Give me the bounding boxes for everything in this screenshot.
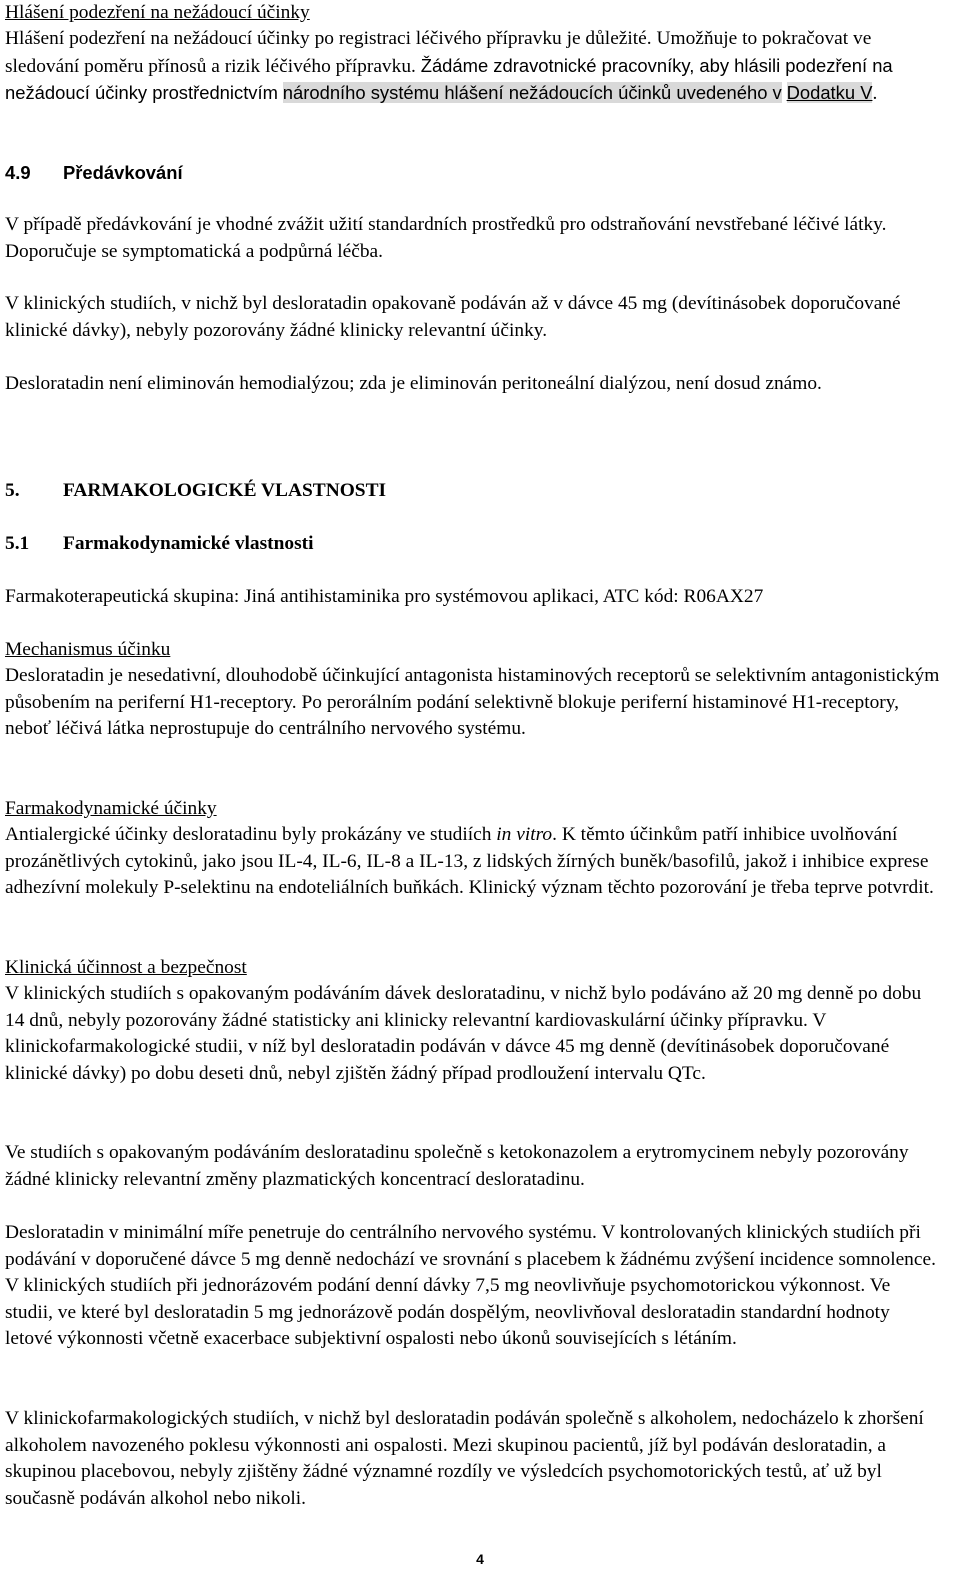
mechanism-heading: Mechanismus účinku [5, 639, 171, 660]
efficacy-paragraph-1: V klinických studiích s opakovaným podáváním dávek desloratadinu, v nichž bylo podáváno až 20 mg denně po dobu 14 dnů, nebyly pozorovány žádné statisticky ani klinicky relevantní kardiovaskulární účinky přípravku. V klinickofarmakologické studii, v níž byl desloratadin podáván v dávce 45 mg denně (devítinásobek doporučované klinické dávky) po dobu deseti dnů, nebyl zjištěn žádný případ prodloužení intervalu QTc. [5, 983, 922, 1084]
atc-classification: Farmakoterapeutická skupina: Jiná antihistaminika pro systémovou aplikaci, ATC kód: R06AX27 [5, 586, 764, 607]
overdose-paragraph-3: Desloratadin není eliminován hemodialýzou; zda je eliminován peritoneální dialýzou, není dosud známo. [5, 373, 822, 394]
section-5-1-heading: 5.1 Farmakodynamické vlastnosti [5, 533, 314, 554]
page-number: 4 [476, 1551, 484, 1567]
report-body: Hlášení podezření na nežádoucí účinky po registraci léčivého přípravku je důležité. Umožňuje to pokračovat ve sledování poměru přínosů a rizik léčivého přípravku. Žádáme zdravotnické pracovníky, aby hlásili podezření na nežádoucí účinky prostřednictvím národního systému hlášení nežádoucích účinků uvedeného v Dodatku V. [5, 28, 893, 104]
report-text-a: Hlášení podezření na nežádoucí účinky po registraci léčivého přípravku je důležité. Umožňuje to pokračovat ve sledování poměru přínosů a rizik léčivého přípravku. [5, 28, 872, 77]
pharmacodynamic-text: Antialergické účinky desloratadinu byly prokázány ve studiích in vitro. K těmto účinkům patří inhibice uvolňování prozánětlivých cytokinů, jako jsou IL-4, IL-6, IL-8 a IL-13, z lidských žírných buněk/basofilů, jakož i inhibice exprese adhezívní molekuly P-selektinu na endoteliálních buňkách. Klinický význam těchto pozorování je třeba teprve potvrdit. [5, 824, 934, 898]
efficacy-paragraph-3: Desloratadin v minimální míře penetruje do centrálního nervového systému. V kontrolovaných klinických studiích při podávání v doporučené dávce 5 mg denně nedochází ve srovnání s placebem k žádnému zvýšení incidence somnolence. V klinických studiích při jednorázovém podání denní dávky 7,5 mg neovlivňuje psychomotorickou výkonnost. Ve studii, ve které byl desloratadin 5 mg jednorázově podán dospělým, neovlivňoval desloratadin standardní hodnoty letové výkonnosti včetně exacerbace subjektivní ospalosti nebo úkonů souvisejících s létáním. [5, 1222, 936, 1349]
efficacy-paragraph-4: V klinickofarmakologických studiích, v nichž byl desloratadin podáván společně s alkoholem, nedocházelo k zhoršení alkoholem navozeného poklesu výkonnosti ani ospalosti. Mezi skupinou pacientů, jíž byl podáván desloratadin, a skupinou placebovou, nebyly zjištěny žádné významné rozdíly ve výsledcích psychomotorických testů, ať už byl současně podáván alkohol nebo nikoli. [5, 1408, 924, 1509]
section-4-9-heading: 4.9 Předávkování [5, 162, 183, 183]
efficacy-paragraph-2: Ve studiích s opakovaným podáváním desloratadinu společně s ketokonazolem a erytromycinem nebyly pozorovány žádné klinicky relevantní změny plazmatických koncentrací desloratadinu. [5, 1142, 909, 1190]
overdose-paragraph-2: V klinických studiích, v nichž byl desloratadin opakovaně podáván až v dávce 45 mg (devítinásobek doporučované klinické dávky), nebyly pozorovány žádné klinicky relevantní účinky. [5, 293, 901, 341]
overdose-paragraph-1: V případě předávkování je vhodné zvážit užití standardních prostředků pro odstraňování nevstřebané léčivé látky. Doporučuje se symptomatická a podpůrná léčba. [5, 214, 887, 262]
efficacy-heading: Klinická účinnost a bezpečnost [5, 957, 247, 978]
pharmacodynamic-heading: Farmakodynamické účinky [5, 798, 217, 819]
report-highlight: národního systému hlášení nežádoucích účinků uvedeného v [282, 82, 782, 103]
section-5-heading: 5. FARMAKOLOGICKÉ VLASTNOSTI [5, 480, 387, 501]
mechanism-text: Desloratadin je nesedativní, dlouhodobě účinkující antagonista histaminových receptorů se selektivním antagonistickým působením na periferní H1-receptory. Po perorálním podání selektivně blokuje periferní histaminové H1-receptory, neboť léčivá látka neprostupuje do centrálního nervového systému. [5, 665, 940, 739]
report-title: Hlášení podezření na nežádoucí účinky [5, 2, 310, 23]
dodatek-link[interactable]: Dodatku V [786, 82, 873, 103]
in-vitro-italic: in vitro [496, 824, 553, 845]
report-text-b: Žádáme zdravotnické pracovníky, aby hlásili podezření na nežádoucí účinky prostřednictvím [5, 54, 893, 103]
